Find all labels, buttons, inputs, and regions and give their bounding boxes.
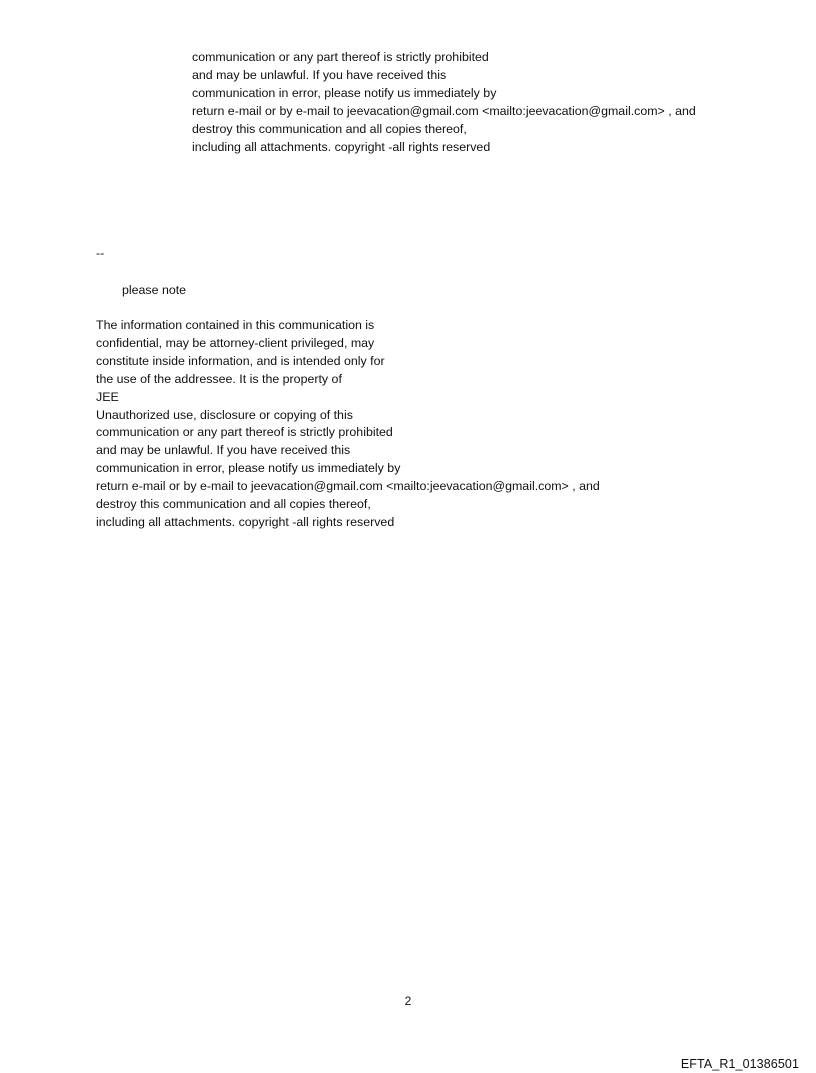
disclaimer-line: and may be unlawful. If you have received this [192, 67, 447, 82]
disclaimer-line: including all attachments. copyright -all rights reserved [96, 514, 395, 529]
disclaimer-line: JEE [96, 389, 119, 404]
continued-disclaimer [192, 49, 696, 156]
disclaimer-line: communication or any part thereof is strictly prohibited [192, 50, 489, 64]
disclaimer-line: constitute inside information, and is intended only for [96, 353, 385, 368]
disclaimer-line: the use of the addressee. It is the property of [96, 371, 342, 386]
disclaimer-line: return e-mail or by e-mail to jeevacation@gmail.com <mailto:jeevacation@gmail.com> , and [192, 103, 696, 118]
disclaimer-line: confidential, may be attorney-client privileged, may [96, 335, 375, 350]
page-number: 2 [404, 994, 412, 1008]
signature-separator: -- [96, 246, 105, 260]
disclaimer-line: communication or any part thereof is strictly prohibited [96, 425, 393, 440]
disclaimer-line: including all attachments. copyright -all rights reserved [192, 139, 491, 154]
disclaimer-line: return e-mail or by e-mail to jeevacation@gmail.com <mailto:jeevacation@gmail.com> , and [96, 479, 600, 494]
bates-number: EFTA_R1_01386501 [680, 1057, 799, 1071]
disclaimer-line: communication in error, please notify us immediately by [192, 85, 497, 100]
disclaimer-line: The information contained in this communication is [96, 318, 375, 332]
disclaimer-line: Unauthorized use, disclosure or copying of this [96, 407, 353, 422]
disclaimer-line: communication in error, please notify us immediately by [96, 461, 401, 476]
confidentiality-disclaimer [96, 317, 600, 532]
disclaimer-line: destroy this communication and all copies thereof, [96, 497, 371, 512]
disclaimer-line: destroy this communication and all copies thereof, [192, 121, 467, 136]
please-note-heading: please note [122, 283, 187, 297]
disclaimer-line: and may be unlawful. If you have received this [96, 443, 351, 458]
